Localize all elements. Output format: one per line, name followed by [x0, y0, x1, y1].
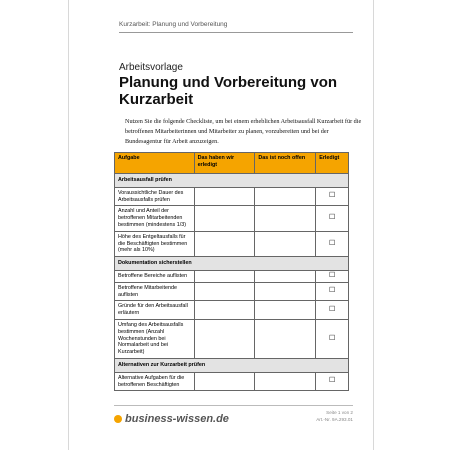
task-cell: Höhe des Entgeltausfalls für die Beschäftigten bestimmen (mehr als 10%) — [115, 231, 195, 256]
done-notes-cell[interactable] — [194, 270, 255, 282]
column-header: Das ist noch offen — [255, 153, 316, 174]
section-row — [115, 174, 349, 188]
column-header: Aufgabe — [115, 153, 195, 174]
table-row — [115, 282, 349, 301]
document-title: Planung und Vorbereitung von Kurzarbeit — [119, 74, 338, 108]
document-subtitle: Arbeitsvorlage — [119, 62, 183, 73]
table-row — [115, 270, 349, 282]
brand-name: business-wissen.de — [125, 413, 229, 425]
checkbox-icon[interactable]: ☐ — [316, 206, 349, 231]
done-notes-cell[interactable] — [194, 372, 255, 391]
running-header: Kurzarbeit: Planung und Vorbereitung — [119, 21, 228, 28]
table-row — [115, 187, 349, 206]
table-row — [115, 231, 349, 256]
article-number: Art.-Nr. 9A.293.01 — [316, 417, 353, 422]
table-row — [115, 301, 349, 320]
header-divider — [119, 32, 353, 33]
table-row — [115, 206, 349, 231]
footer-meta — [316, 409, 353, 423]
brand-logo — [114, 413, 229, 425]
checkbox-icon[interactable]: ☐ — [316, 319, 349, 358]
done-notes-cell[interactable] — [194, 301, 255, 320]
open-notes-cell[interactable] — [255, 206, 316, 231]
checkbox-icon[interactable]: ☐ — [316, 270, 349, 282]
page-number: Seite 1 von 2 — [326, 410, 353, 415]
checklist-table — [114, 152, 349, 391]
checkbox-icon[interactable]: ☐ — [316, 187, 349, 206]
done-notes-cell[interactable] — [194, 231, 255, 256]
table-row — [115, 372, 349, 391]
open-notes-cell[interactable] — [255, 372, 316, 391]
task-cell: Betroffene Bereiche auflisten — [115, 270, 195, 282]
task-cell: Alternative Aufgaben für die betroffenen Beschäftigten — [115, 372, 195, 391]
open-notes-cell[interactable] — [255, 282, 316, 301]
section-title: Arbeitsausfall prüfen — [115, 174, 349, 188]
checkbox-icon[interactable]: ☐ — [316, 372, 349, 391]
checkbox-icon[interactable]: ☐ — [316, 231, 349, 256]
column-header: Das haben wir erledigt — [194, 153, 255, 174]
open-notes-cell[interactable] — [255, 270, 316, 282]
section-title: Dokumentation sicherstellen — [115, 257, 349, 271]
checkbox-icon[interactable]: ☐ — [316, 282, 349, 301]
done-notes-cell[interactable] — [194, 206, 255, 231]
task-cell: Anzahl und Anteil der betroffenen Mitarbeitenden bestimmen (mindestens 1/3) — [115, 206, 195, 231]
intro-paragraph: Nutzen Sie die folgende Checkliste, um bei einem erheblichen Arbeitsausfall Kurzarbeit für die betroffenen Mitarbeiterinnen und Mitarbeiter zu planen, vorzubereiten und bei der Bundesagentur für Arbeit anzuzeigen. — [125, 118, 362, 145]
done-notes-cell[interactable] — [194, 187, 255, 206]
section-row — [115, 358, 349, 372]
task-cell: Gründe für den Arbeitsausfall erläutern — [115, 301, 195, 320]
column-header: Erledigt — [316, 153, 349, 174]
section-row — [115, 257, 349, 271]
document-page — [68, 0, 374, 450]
table-header-row — [115, 153, 349, 174]
task-cell: Betroffene Mitarbeitende auflisten — [115, 282, 195, 301]
done-notes-cell[interactable] — [194, 319, 255, 358]
section-title: Alternativen zur Kurzarbeit prüfen — [115, 358, 349, 372]
checkbox-icon[interactable]: ☐ — [316, 301, 349, 320]
open-notes-cell[interactable] — [255, 187, 316, 206]
table-row — [115, 319, 349, 358]
footer-divider — [114, 405, 353, 406]
done-notes-cell[interactable] — [194, 282, 255, 301]
open-notes-cell[interactable] — [255, 319, 316, 358]
open-notes-cell[interactable] — [255, 301, 316, 320]
task-cell: Voraussichtliche Dauer des Arbeitsausfalls prüfen — [115, 187, 195, 206]
logo-dot-icon — [114, 415, 122, 423]
open-notes-cell[interactable] — [255, 231, 316, 256]
task-cell: Umfang des Arbeitsausfalls bestimmen (Anzahl Wochenstunden bei Normalarbeit und bei Kurzarbeit) — [115, 319, 195, 358]
